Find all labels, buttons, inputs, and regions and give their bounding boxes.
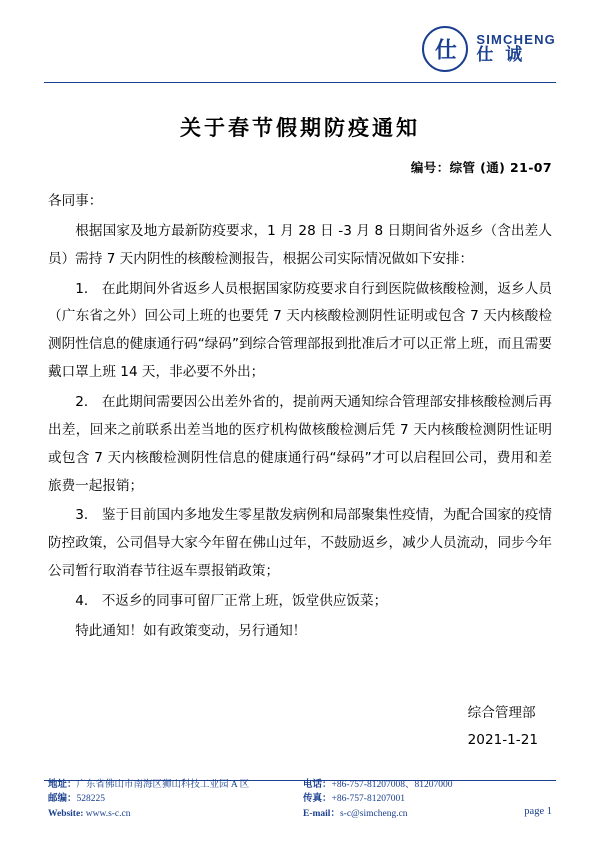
- document-number: 编号：综管 (通) 21-07: [410, 160, 552, 175]
- paragraph-item-1: 1． 在此期间外省返乡人员根据国家防疫要求自行到医院做核酸检测，返乡人员（广东省之外）回公司上班的也要凭 7 天内核酸检测阴性证明或包含 7 天内核酸检测阴性信息的健康通行码“绿码”到综合管理部报到批准后才可以正常上班，而且需要戴口罩上班 14 天，非必要不外出；: [48, 280, 552, 381]
- footer-postcode-value: 528225: [76, 794, 106, 805]
- page-header: [44, 26, 556, 78]
- footer-middle-column: [303, 778, 452, 821]
- logo-emblem-glyph: 仕: [434, 38, 456, 64]
- header-divider: [44, 82, 556, 83]
- footer-page-number: page 1: [524, 806, 552, 817]
- logo-wordmark-cn: 仕 诚: [476, 44, 526, 65]
- footer-left-column: [48, 778, 249, 821]
- footer-website-value[interactable]: www.s-c.cn: [85, 808, 131, 819]
- footer-email-value[interactable]: s-c@simcheng.cn: [339, 808, 408, 819]
- company-logo: [422, 26, 556, 72]
- paragraph-item-2: 2． 在此期间需要因公出差外省的，提前两天通知综合管理部安排核酸检测后再出差，回来之前联系出差当地的医疗机构做核酸检测后凭 7 天内核酸检测阴性证明或包含 7 天内核酸检测阴性信息的健康通行码“绿码”才可以启程回公司，费用和差旅费一起报销；: [48, 394, 552, 494]
- signature-block: [468, 700, 538, 753]
- document-body: [48, 188, 552, 648]
- footer-email-line: [303, 807, 452, 821]
- footer-website-label: Website:: [48, 808, 84, 819]
- signature-date: 2021-1-21: [467, 731, 538, 748]
- footer-address-value: 广东省佛山市南海区狮山科技工业园 A 区: [76, 780, 250, 790]
- logo-wordmark: [476, 33, 556, 64]
- closing-line: 特此通知！如有政策变动，另行通知！: [75, 622, 307, 639]
- footer-email-label: E-mail：: [303, 808, 340, 819]
- footer-fax-value: +86-757-81207001: [331, 794, 405, 805]
- footer-address-label: 地址：: [48, 780, 77, 790]
- salutation: 各同事：: [48, 193, 103, 209]
- logo-emblem-icon: [422, 26, 468, 72]
- footer-fax-line: [303, 792, 452, 806]
- footer-tel-line: [303, 778, 452, 792]
- footer-postcode-line: [48, 792, 249, 806]
- paragraph-item-4: 4． 不返乡的同事可留厂正常上班，饭堂供应饭菜；: [75, 593, 388, 610]
- footer-tel-label: 电话：: [303, 780, 332, 790]
- signature-department: 综合管理部: [467, 705, 536, 721]
- paragraph-intro: 根据国家及地方最新防疫要求，1 月 28 日 -3 月 8 日期间省外返乡（含出差人员）需持 7 天内阴性的核酸检测报告，根据公司实际情况做如下安排：: [48, 222, 552, 267]
- footer-address-line: [48, 778, 249, 792]
- page-footer: [48, 778, 552, 820]
- paragraph-item-3: 3． 鉴于目前国内多地发生零星散发病例和局部聚集性疫情，为配合国家的疫情防控政策，公司倡导大家今年留在佛山过年，不鼓励返乡，减少人员流动，同步今年公司暂行取消春节往返车票报销政策；: [48, 507, 552, 580]
- footer-website-line: [48, 807, 249, 821]
- page-title: 关于春节假期防疫通知: [180, 116, 420, 140]
- footer-tel-value: +86-757-81207008、81207000: [331, 780, 453, 790]
- logo-wordmark-en: SIMCHENG: [476, 32, 556, 48]
- footer-postcode-label: 邮编：: [48, 794, 77, 805]
- footer-fax-label: 传真：: [303, 794, 332, 805]
